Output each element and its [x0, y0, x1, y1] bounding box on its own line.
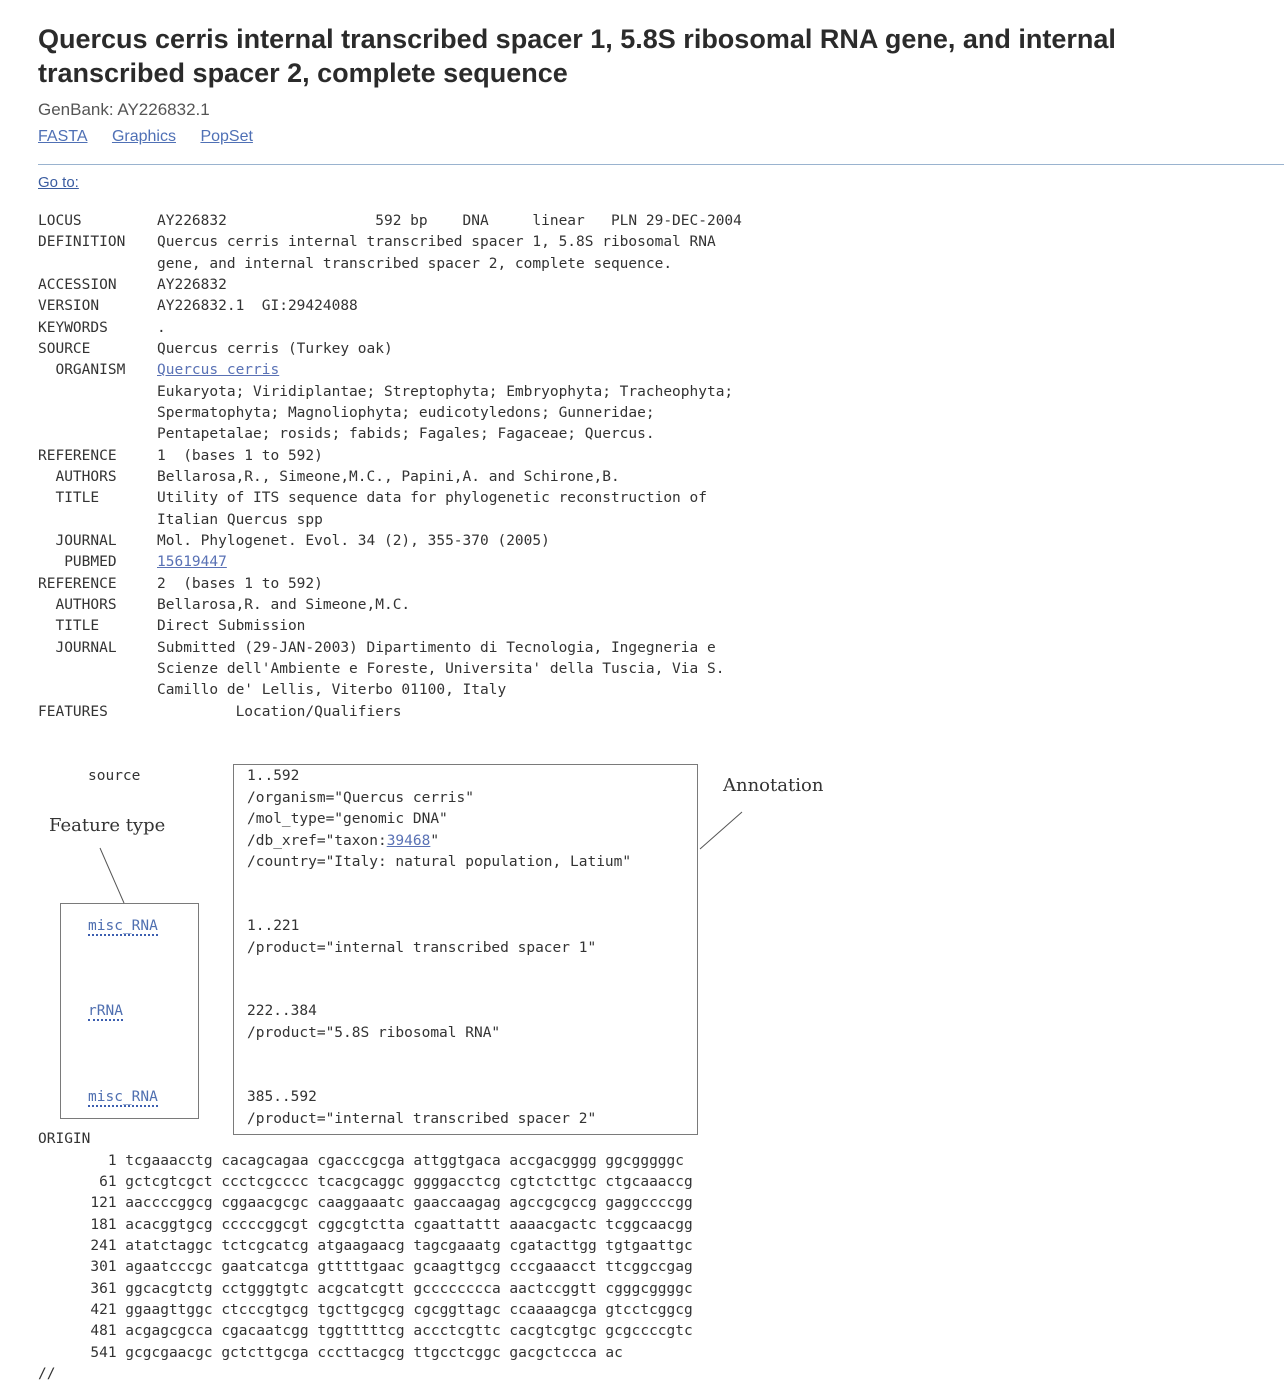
sequence-line: 1 tcgaaacctg cacagcagaa cgacccgcga attggtgaca accgacgggg ggcgggggc [38, 1153, 685, 1169]
accession-label: ACCESSION [38, 277, 117, 293]
source-value: Quercus cerris (Turkey oak) [157, 341, 393, 357]
feature-type-callout: Feature type [49, 815, 166, 836]
misc-rna-link[interactable]: misc_RNA [88, 1089, 158, 1105]
reference-label: REFERENCE [38, 448, 117, 464]
sequence-line: 481 acgagcgcca cgacaatcgg tggtttttcg accctcgttc cacgtcgtgc gcgccccgtc [38, 1323, 693, 1339]
reference-value: 2 (bases 1 to 592) [157, 576, 323, 592]
feature-location: 1..221 [247, 918, 300, 934]
sequence-line: 361 ggcacgtctg cctgggtgtc acgcatcgtt gcccccccca aactccggtt cgggcggggc [38, 1281, 693, 1297]
journal-label: JOURNAL [38, 640, 117, 656]
lineage-text: Pentapetalae; rosids; fabids; Fagales; Fagaceae; Quercus. [157, 426, 655, 442]
source-location: 1..592 [247, 768, 300, 784]
origin-label: ORIGIN [38, 1131, 91, 1147]
taxon-link[interactable]: 39468 [386, 832, 431, 849]
title-label: TITLE [38, 490, 100, 506]
version-label: VERSION [38, 298, 100, 314]
sequence-line: 301 agaatcccgc gaatcatcga gtttttgaac gcaagttgcg cccgaaacct ttcggccgag [38, 1259, 693, 1275]
accession-value: AY226832 [157, 277, 227, 293]
pubmed-link[interactable]: 15619447 [157, 554, 227, 570]
feature-location: 385..592 [247, 1089, 317, 1105]
feature-type-source: source [88, 768, 141, 784]
feature-location: 222..384 [247, 1003, 317, 1019]
journal-value-cont: Camillo de' Lellis, Viterbo 01100, Italy [157, 682, 507, 698]
organism-label: ORGANISM [38, 362, 126, 378]
title-value: Direct Submission [157, 618, 306, 634]
misc-rna-link[interactable]: misc_RNA [88, 918, 158, 934]
title-label: TITLE [38, 618, 100, 634]
locus-value: AY226832 592 bp DNA linear PLN 29-DEC-2004 [157, 213, 742, 229]
sequence-line: 241 atatctaggc tctcgcatcg atgaagaacg tagcgaaatg cgatacttgg tgtgaattgc [38, 1238, 693, 1254]
source-label: SOURCE [38, 341, 91, 357]
features-value: Location/Qualifiers [157, 704, 402, 720]
lineage-text: Eukaryota; Viridiplantae; Streptophyta; Embryophyta; Tracheophyta; [157, 384, 734, 400]
authors-value: Bellarosa,R. and Simeone,M.C. [157, 597, 411, 613]
page-title: Quercus cerris internal transcribed spacer 1, 5.8S ribosomal RNA gene, and internal transcribed spacer 2, complete sequence [38, 24, 1116, 88]
reference-value: 1 (bases 1 to 592) [157, 448, 323, 464]
definition-value-cont: gene, and internal transcribed spacer 2, complete sequence. [157, 256, 673, 272]
graphics-link[interactable]: Graphics [111, 128, 176, 145]
lineage-text: Spermatophyta; Magnoliophyta; eudicotyledons; Gunneridae; [157, 405, 655, 421]
features-label: FEATURES [38, 704, 108, 720]
locus-label: LOCUS [38, 213, 82, 229]
fasta-link[interactable]: FASTA [38, 128, 88, 145]
title-value-cont: Italian Quercus spp [157, 512, 323, 528]
authors-value: Bellarosa,R., Simeone,M.C., Papini,A. and Schirone,B. [157, 469, 620, 485]
feature-type-rrna[interactable] [88, 1001, 123, 1023]
organism-link[interactable]: Quercus cerris [157, 362, 280, 378]
keywords-value: . [157, 320, 166, 336]
record-end-marker: // [38, 1366, 56, 1382]
keywords-label: KEYWORDS [38, 320, 108, 336]
country-qualifier: /country="Italy: natural population, Latium" [247, 854, 632, 870]
misc-rna-1-annotation [247, 916, 596, 959]
db-xref-prefix: /db_xref="taxon: [247, 832, 387, 849]
source-annotation [247, 766, 631, 874]
goto-link[interactable]: Go to: [38, 174, 79, 191]
annotation-leader [700, 812, 742, 849]
popset-link[interactable]: PopSet [200, 128, 253, 145]
journal-value-cont: Scienze dell'Ambiente e Foreste, Universita' della Tuscia, Via S. [157, 661, 725, 677]
journal-value: Mol. Phylogenet. Evol. 34 (2), 355-370 (2005) [157, 533, 550, 549]
feature-type-leader [100, 848, 124, 903]
product-qualifier: /product="5.8S ribosomal RNA" [247, 1024, 501, 1041]
db-xref-qualifier [247, 833, 439, 849]
authors-label: AUTHORS [38, 597, 117, 613]
pubmed-label: PUBMED [38, 554, 117, 570]
definition-label: DEFINITION [38, 234, 126, 250]
definition-value: Quercus cerris internal transcribed spacer 1, 5.8S ribosomal RNA [157, 234, 716, 250]
sequence-line: 61 gctcgtcgct ccctcgcccc tcacgcaggc ggggacctcg cgtctcttgc ctgcaaaccg [38, 1174, 693, 1190]
product-qualifier: /product="internal transcribed spacer 1" [247, 939, 597, 956]
rrna-annotation [247, 1001, 500, 1044]
sequence-line: 181 acacggtgcg cccccggcgt cggcgtctta cgaattattt aaaacgactc tcggcaacgg [38, 1217, 693, 1233]
db-xref-suffix: " [430, 832, 440, 849]
title-value: Utility of ITS sequence data for phylogenetic reconstruction of [157, 490, 707, 506]
organism-qualifier: /organism="Quercus cerris" [247, 789, 474, 806]
feature-type-misc-rna-2[interactable] [88, 1087, 158, 1109]
authors-label: AUTHORS [38, 469, 117, 485]
reference-label: REFERENCE [38, 576, 117, 592]
annotation-callout: Annotation [723, 775, 824, 796]
mol-type-qualifier: /mol_type="genomic DNA" [247, 811, 448, 827]
sequence-line: 541 gcgcgaacgc gctcttgcga cccttacgcg ttgcctcggc gacgctccca ac [38, 1345, 623, 1361]
sequence-line: 421 ggaagttggc ctcccgtgcg tgcttgcgcg cgcggttagc ccaaaagcga gtcctcggcg [38, 1302, 693, 1318]
misc-rna-2-annotation [247, 1087, 596, 1130]
feature-type-misc-rna-1[interactable] [88, 916, 158, 938]
sequence-line: 121 aaccccggcg cggaacgcgc caaggaaatc gaaccaagag agccgcgccg gaggccccgg [38, 1195, 693, 1211]
rrna-link[interactable]: rRNA [88, 1003, 123, 1019]
journal-value: Submitted (29-JAN-2003) Dipartimento di Tecnologia, Ingegneria e [157, 640, 716, 656]
journal-label: JOURNAL [38, 533, 117, 549]
product-qualifier: /product="internal transcribed spacer 2" [247, 1110, 597, 1127]
genbank-accession: GenBank: AY226832.1 [38, 100, 210, 119]
version-value: AY226832.1 GI:29424088 [157, 298, 358, 314]
